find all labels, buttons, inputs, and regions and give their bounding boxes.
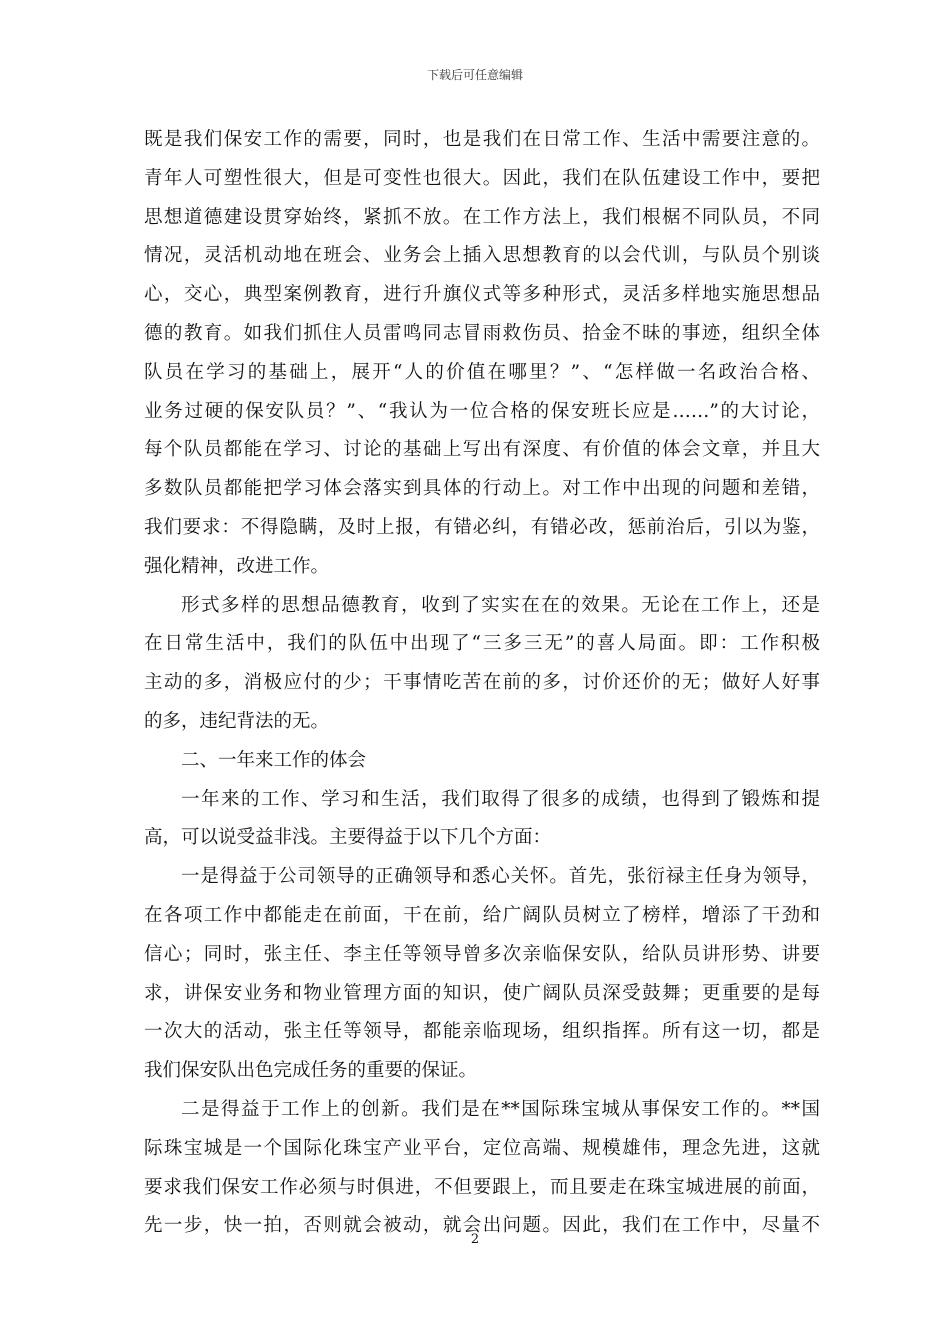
text-line: 一次大的活动，张主任等领导，都能亲临现场，组织指挥。所有这一切，都是 (144, 1021, 820, 1043)
text-line: 强化精神，改进工作。 (144, 555, 330, 577)
text-line: 的多，违纪背法的无。 (144, 710, 330, 732)
text-line: 际珠宝城是一个国际化珠宝产业平台，定位高端、规模雄伟，理念先进，这就 (144, 1137, 820, 1159)
text-line: 在各项工作中都能走在前面，干在前，给广阔队员树立了榜样，增添了干劲和 (144, 904, 820, 926)
text-line: 我们保安队出色完成任务的重要的保证。 (144, 1060, 478, 1082)
section-heading (144, 742, 820, 781)
heading-line: 二、一年来工作的体会 (181, 749, 367, 771)
paragraph (144, 587, 820, 742)
text-line: 一年来的工作、学习和生活，我们取得了很多的成绩，也得到了锻炼和提 (181, 788, 820, 810)
text-line: 先一步，快一拍，否则就会被动，就会出问题。因此，我们在工作中，尽量不 (144, 1215, 820, 1237)
text-line: 青年人可塑性很大，但是可变性也很大。因此，我们在队伍建设工作中，要把 (144, 167, 820, 189)
text-line: 既是我们保安工作的需要，同时，也是我们在日常工作、生活中需要注意的。 (144, 129, 820, 150)
text-line: 我们要求：不得隐瞒，及时上报，有错必纠，有错必改，惩前治后，引以为鉴， (144, 516, 820, 538)
paragraph (144, 1091, 820, 1246)
text-line: 二是得益于工作上的创新。我们是在**国际珠宝城从事保安工作的。**国 (181, 1098, 820, 1120)
paragraph (144, 121, 820, 587)
text-line: 每个队员都能在学习、讨论的基础上写出有深度、有价值的体会文章，并且大 (144, 439, 820, 461)
text-line: 在日常生活中，我们的队伍中出现了“三多三无”的喜人局面。即：工作积极 (144, 633, 820, 655)
text-line: 形式多样的思想品德教育，收到了实实在在的效果。无论在工作上，还是 (181, 594, 820, 616)
text-line: 德的教育。如我们抓住人员雷鸣同志冒雨救伤员、拾金不昧的事迹，组织全体 (144, 322, 820, 344)
text-line: 情况，灵活机动地在班会、业务会上插入思想教育的以会代训，与队员个别谈 (144, 245, 820, 267)
paragraph (144, 858, 820, 1091)
text-line: 信心；同时，张主任、李主任等领导曾多次亲临保安队，给队员讲形势、讲要 (144, 943, 820, 965)
text-line: 多数队员都能把学习体会落实到具体的行动上。对工作中出现的问题和差错， (144, 478, 820, 500)
text-line: 业务过硬的保安队员？”、“我认为一位合格的保安班长应是……”的大讨论， (144, 400, 820, 422)
text-line: 一是得益于公司领导的正确领导和悉心关怀。首先，张衍禄主任身为领导， (181, 866, 820, 888)
paragraph (144, 781, 820, 859)
text-line: 思想道德建设贯穿始终，紧抓不放。在工作方法上，我们根椐不同队员，不同 (144, 206, 820, 228)
text-line: 主动的多，消极应付的少；干事情吃苦在前的多，讨价还价的无；做好人好事 (144, 672, 820, 694)
text-line: 队员在学习的基础上，展开“人的价值在哪里？”、“怎样做一名政治合格、 (144, 361, 820, 383)
text-line: 要求我们保安工作必须与时俱进，不但要跟上，而且要走在珠宝城进展的前面， (144, 1176, 820, 1198)
text-line: 求，讲保安业务和物业管理方面的知识，使广阔队员深受鼓舞；更重要的是每 (144, 982, 820, 1004)
document-body (144, 121, 820, 1246)
text-line: 高，可以说受益非浅。主要得益于以下几个方面： (144, 827, 552, 849)
page-header: 下载后可任意编辑 (426, 68, 523, 82)
text-line: 心，交心，典型案例教育，进行升旗仪式等多种形式，灵活多样地实施思想品 (144, 284, 820, 306)
page-number: 2 (470, 1232, 480, 1247)
